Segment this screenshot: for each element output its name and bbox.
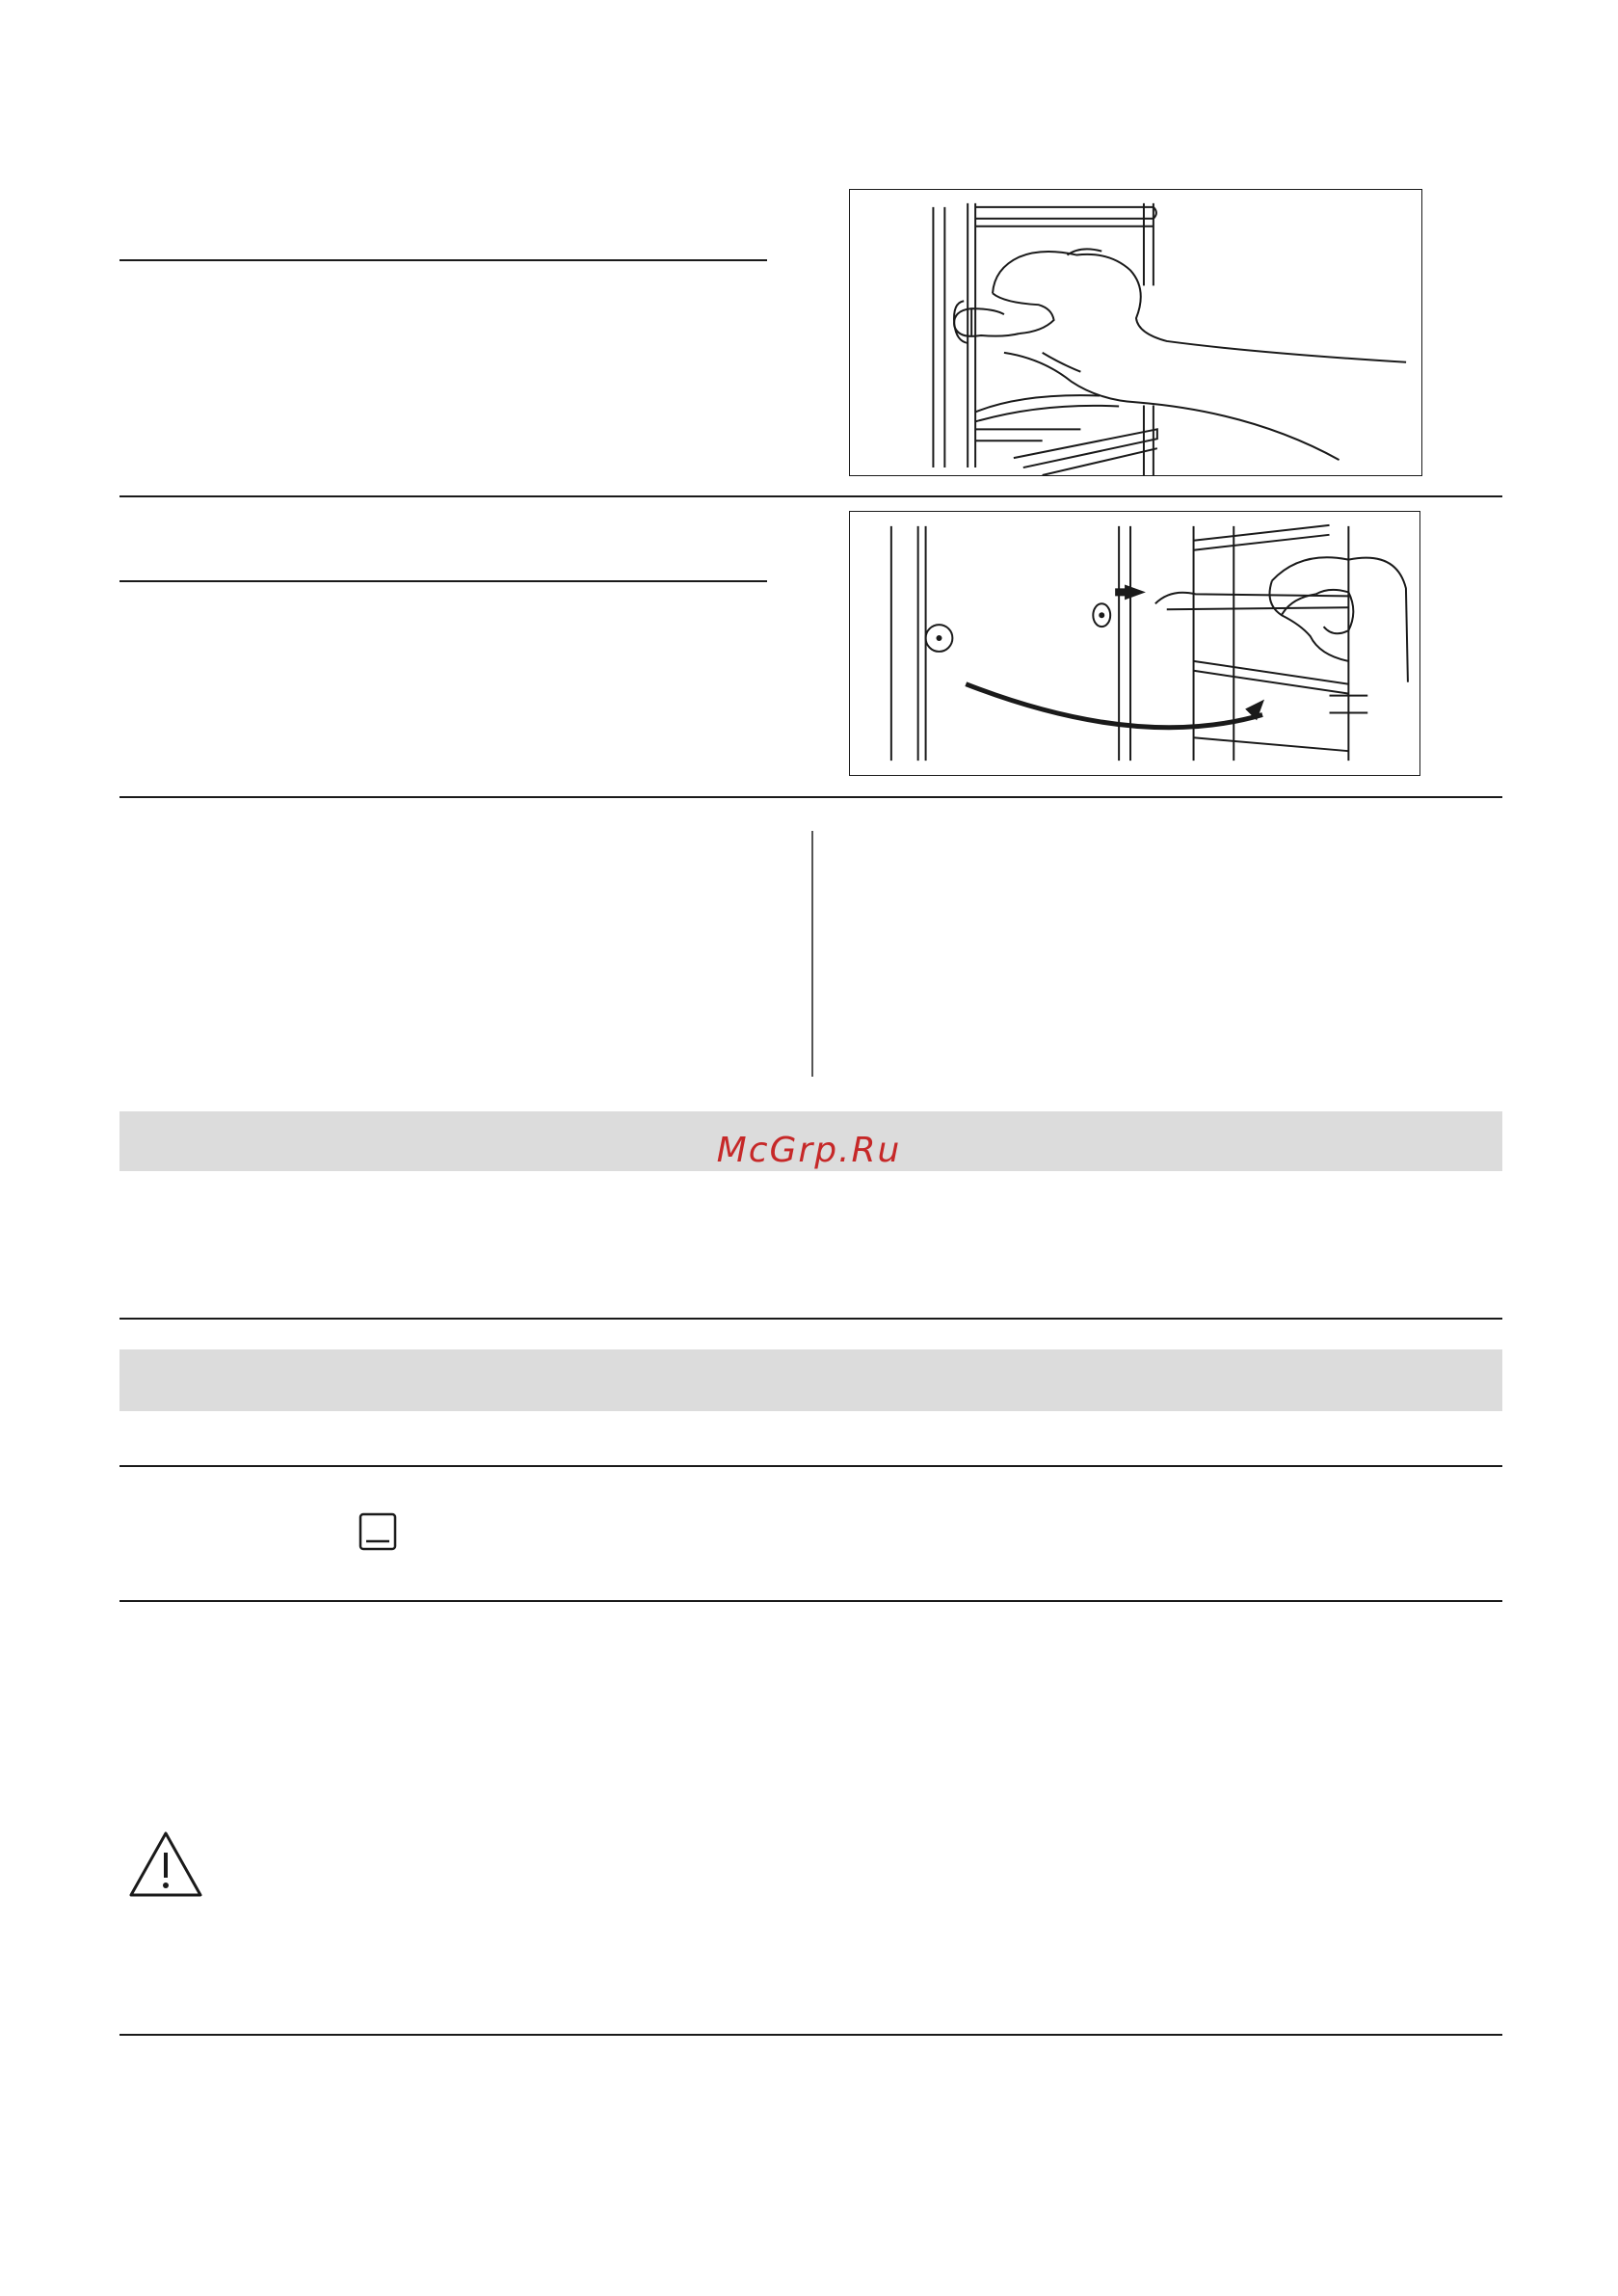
rule-full-3 <box>119 1318 1502 1320</box>
rule-full-4 <box>119 1465 1502 1467</box>
rule-left-2 <box>119 580 767 582</box>
rule-full-6 <box>119 2034 1502 2036</box>
rule-full-2 <box>119 796 1502 798</box>
figure-shelf-support-removal <box>849 189 1422 476</box>
shelf-support-pivot-illustration <box>850 512 1419 775</box>
warning-triangle-icon <box>127 1829 204 1899</box>
rule-full-1 <box>119 495 1502 497</box>
figure-shelf-support-pivot <box>849 511 1420 776</box>
section-heading-band-2 <box>119 1349 1502 1411</box>
rule-left-1 <box>119 259 767 261</box>
rule-full-5 <box>119 1600 1502 1602</box>
shelf-support-removal-illustration <box>850 190 1421 475</box>
column-divider <box>811 831 813 1077</box>
oven-icon <box>358 1512 397 1551</box>
watermark-text: McGrp.Ru <box>716 1131 902 1170</box>
